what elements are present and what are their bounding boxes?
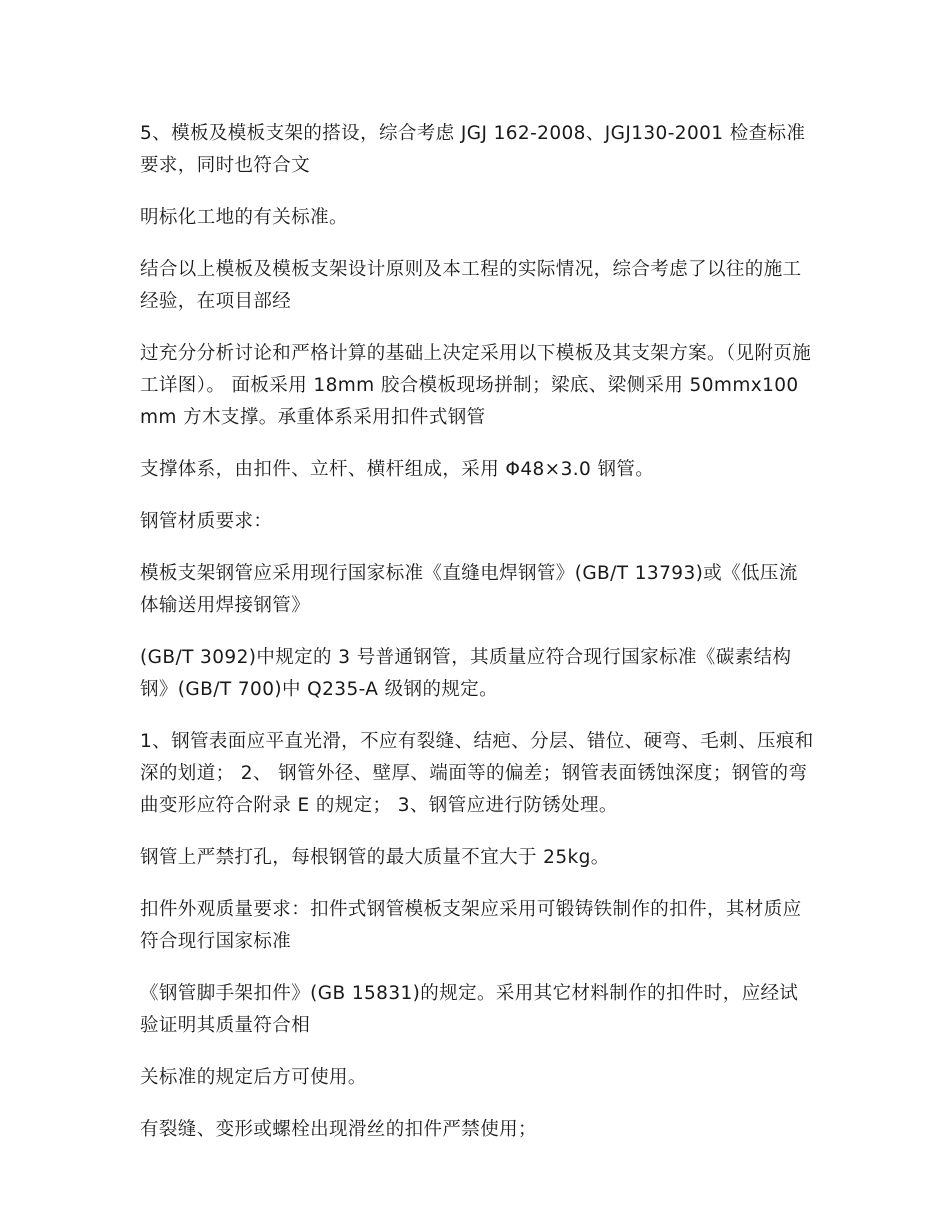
paragraph-steel-pipe-standard: 模板支架钢管应采用现行国家标准《直缝电焊钢管》(GB/T 13793)或《低压流体输送用焊接钢管》 — [140, 563, 798, 616]
paragraph-coupler-quality: 扣件外观质量要求：扣件式钢管模板支架应采用可锻铸铁制作的扣件，其材质应符合现行国家标准 — [140, 899, 802, 952]
paragraph-steel-grade: (GB/T 3092)中规定的 3 号普通钢管，其质量应符合现行国家标准《碳素结构钢》(GB/T 700)中 Q235-A 级钢的规定。 — [140, 647, 792, 700]
paragraph-pipe-surface-rules: 1、钢管表面应平直光滑，不应有裂缝、结疤、分层、错位、硬弯、毛刺、压痕和深的划道； 2、 钢管外径、壁厚、端面等的偏差；钢管表面锈蚀深度；钢管的弯曲变形应符合附录 E 的规定； 3、钢管应进行防锈处理。 — [140, 731, 814, 816]
paragraph-civilized-site: 明标化工地的有关标准。 — [140, 207, 348, 228]
paragraph-pipe-mass: 钢管上严禁打孔，每根钢管的最大质量不宜大于 25kg。 — [140, 847, 610, 868]
paragraph-coupler-approval: 关标准的规定后方可使用。 — [140, 1067, 367, 1088]
paragraph-coupler-prohibition: 有裂缝、变形或螺栓出现滑丝的扣件严禁使用； — [140, 1119, 537, 1140]
paragraph-coupler-standard: 《钢管脚手架扣件》(GB 15831)的规定。采用其它材料制作的扣件时，应经试验证明其质量符合相 — [140, 983, 799, 1036]
paragraph-steel-pipe-heading: 钢管材质要求： — [140, 511, 273, 532]
paragraph-formwork-standards: 5、模板及模板支架的搭设，综合考虑 JGJ 162-2008、JGJ130-2001 检查标准要求，同时也符合文 — [140, 123, 806, 176]
document-body — [140, 118, 816, 1146]
paragraph-design-principles: 结合以上模板及模板支架设计原则及本工程的实际情况，综合考虑了以往的施工经验，在项目部经 — [140, 259, 802, 312]
paragraph-formwork-scheme: 过充分分析讨论和严格计算的基础上决定采用以下模板及其支架方案。（见附页施工详图）。 面板采用 18mm 胶合模板现场拼制；梁底、梁侧采用 50mmx100mm 方木支撑。承重体系采用扣件式钢管 — [140, 343, 812, 428]
paragraph-support-system: 支撑体系，由扣件、立杆、横杆组成，采用 Φ48×3.0 钢管。 — [140, 459, 655, 480]
